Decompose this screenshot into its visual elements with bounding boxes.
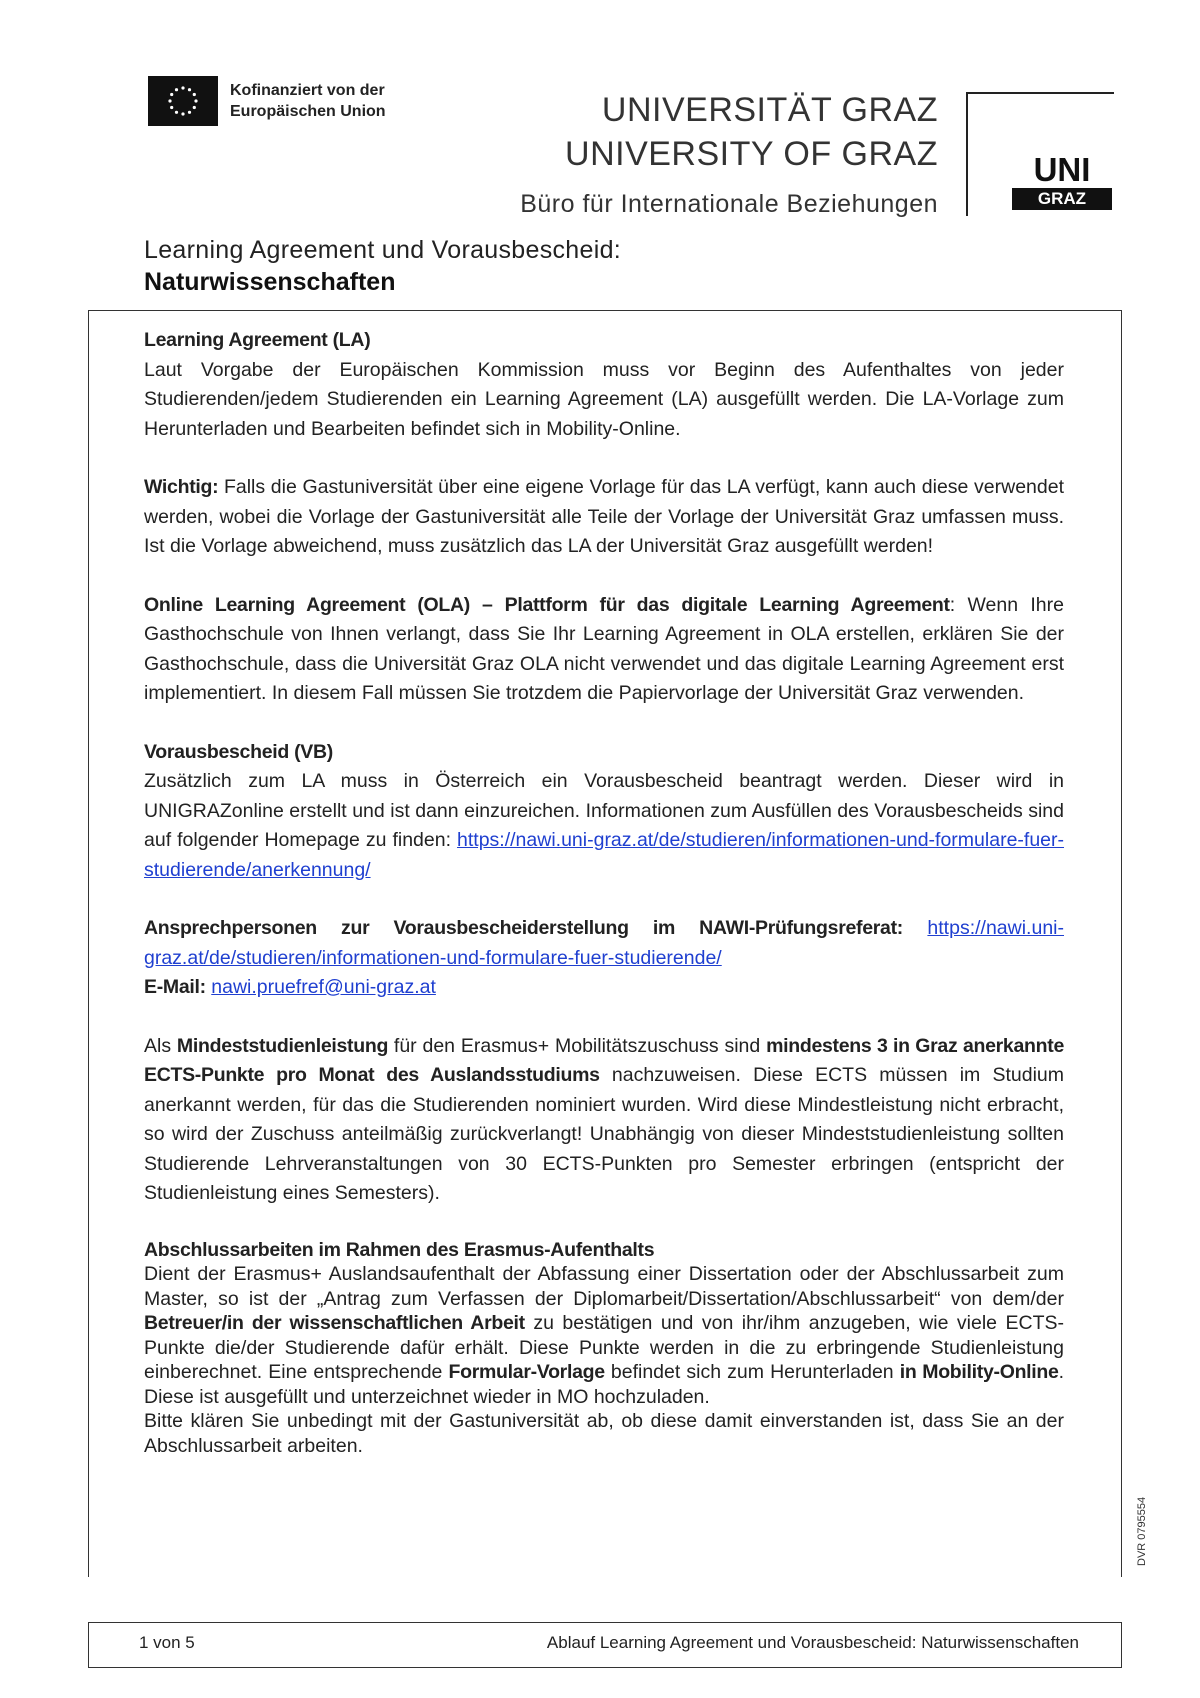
thesis-text-4: . Diese ist ausgefüllt und unterzeichnet wieder in MO hochzuladen.	[144, 1361, 1064, 1408]
section-learning-agreement	[144, 326, 1064, 444]
thesis-text-1: Dient der Erasmus+ Auslandsaufenthalt der Abfassung einer Dissertation oder der Abschlussarbeit zum Master, so ist der „Antrag zum Verfassen der Diplomarbeit/Dissertation/Abschlussarbeit“ von dem/der	[144, 1263, 1064, 1310]
important-text: Falls die Gastuniversität über eine eigene Vorlage für das LA verfügt, kann auch diese verwendet werden, wobei die Vorlage der Gastuniversität alle Teile der Vorlage der Universität Graz umfassen muss. Ist die Vorlage abweichend, muss zusätzlich das LA der Universität Graz ausgefüllt werden!	[144, 476, 1064, 557]
eu-stars-icon	[148, 76, 218, 126]
important-label: Wichtig:	[144, 476, 219, 498]
office-name: Büro für Internationale Beziehungen	[520, 190, 938, 218]
vb-text: Zusätzlich zum LA muss in Österreich ein Vorausbescheid beantragt werden. Dieser wird in UNIGRAZonline erstellt und ist dann einzureichen. Informationen zum Ausfüllen des Vorausbescheids sind auf folgender Homepage zu finden:	[144, 770, 1064, 851]
la-heading: Learning Agreement (LA)	[144, 329, 371, 351]
section-vorausbescheid	[144, 738, 1064, 886]
min-text-1: Als	[144, 1034, 177, 1057]
thesis-bold-2: Formular-Vorlage	[448, 1361, 605, 1383]
min-bold-2: mindestens 3 in Graz anerkannte ECTS-Punkte pro Monat des Auslandsstudiums	[144, 1034, 1064, 1086]
eu-cofinanced-label	[230, 80, 386, 122]
email-link[interactable]: nawi.pruefref@uni-graz.at	[211, 976, 436, 998]
eu-line-1: Kofinanziert von der	[230, 82, 385, 99]
thesis-bold-1: Betreuer/in der wissenschaftlichen Arbeit	[144, 1312, 525, 1334]
email-label: E-Mail:	[144, 976, 206, 998]
min-text-2: für den Erasmus+ Mobilitätszuschuss sind	[388, 1034, 767, 1057]
logo-graz-text: GRAZ	[1012, 188, 1112, 210]
uni-graz-logo	[1012, 151, 1112, 210]
thesis-bold-3: in Mobility-Online	[899, 1361, 1059, 1383]
section-ola	[144, 591, 1064, 709]
section-thesis	[144, 1238, 1064, 1459]
contact-label: Ansprechpersonen zur Vorausbescheiderstellung im NAWI-Prüfungsreferat:	[144, 917, 903, 939]
page-footer	[88, 1622, 1122, 1668]
university-name-en: UNIVERSITY OF GRAZ	[565, 135, 938, 173]
logo-uni-text: UNI	[1033, 151, 1091, 188]
footer-title: Ablauf Learning Agreement und Vorausbescheid: Naturwissenschaften	[546, 1633, 1079, 1652]
thesis-text-3: befindet sich zum Herunterladen	[604, 1361, 900, 1383]
page-number: 1 von 5	[139, 1633, 195, 1652]
section-minimum-performance	[144, 1032, 1064, 1209]
eu-flag-logo	[148, 76, 218, 126]
document-subtitle: Naturwissenschaften	[144, 268, 396, 296]
university-name-de: UNIVERSITÄT GRAZ	[601, 91, 938, 129]
document-title: Learning Agreement und Vorausbescheid:	[144, 236, 622, 264]
vb-link[interactable]: https://nawi.uni-graz.at/de/studieren/informationen-und-formulare-fuer-studierende/anerkennung/	[144, 829, 1064, 881]
vb-heading: Vorausbescheid (VB)	[144, 740, 333, 763]
min-text-3: nachzuweisen. Diese ECTS müssen im Studium anerkannt werden, für das die Studierenden nominiert wurden. Wird diese Mindestleistung nicht erbracht, so wird der Zuschuss anteilmäßig zurückverlangt! Unabhängig von dieser Mindeststudienleistung sollten Studierende Lehrveranstaltungen von 30 ECTS-Punkten pro Semester erbringen (entspricht der Studienleistung eines Semesters).	[144, 1064, 1064, 1204]
ola-text: : Wenn Ihre Gasthochschule von Ihnen verlangt, dass Sie Ihr Learning Agreement in OLA erstellen, erklären Sie der Gasthochschule, dass die Universität Graz OLA nicht verwendet und das digitale Learning Agreement erst implementiert. In diesem Fall müssen Sie trotzdem die Papiervorlage der Universität Graz verwenden.	[144, 593, 1064, 704]
la-text: Laut Vorgabe der Europäischen Kommission muss vor Beginn des Aufenthaltes von jeder Studierenden/jedem Studierenden ein Learning Agreement (LA) ausgefüllt werden. Die LA-Vorlage zum Herunterladen und Bearbeiten befindet sich in Mobility-Online.	[144, 358, 1064, 440]
thesis-heading: Abschlussarbeiten im Rahmen des Erasmus-Aufenthalts	[144, 1238, 655, 1261]
section-important	[144, 473, 1064, 562]
ola-label: Online Learning Agreement (OLA) – Plattform für das digitale Learning Agreement	[144, 593, 950, 616]
thesis-text-2: zu bestätigen und von ihr/ihm anzugeben, wie viele ECTS-Punkte die/der Studierende dafür erhält. Diese Punkte werden in die zu erbringende Studienleistung einberechnet. Eine entsprechende	[144, 1312, 1064, 1383]
contact-link[interactable]: https://nawi.uni-graz.at/de/studieren/informationen-und-formulare-fuer-studierende/	[144, 917, 1064, 969]
university-name	[565, 88, 938, 176]
thesis-text-5: Bitte klären Sie unbedingt mit der Gastuniversität ab, ob diese damit einverstanden ist, dass Sie an der Abschlussarbeit arbeiten.	[144, 1410, 1064, 1457]
eu-line-2: Europäischen Union	[230, 103, 386, 120]
dvr-code: DVR 0795554	[1136, 1496, 1148, 1566]
min-bold-1: Mindeststudienleistung	[176, 1034, 389, 1057]
document-body	[144, 326, 1064, 1458]
section-contact	[144, 914, 1064, 1003]
